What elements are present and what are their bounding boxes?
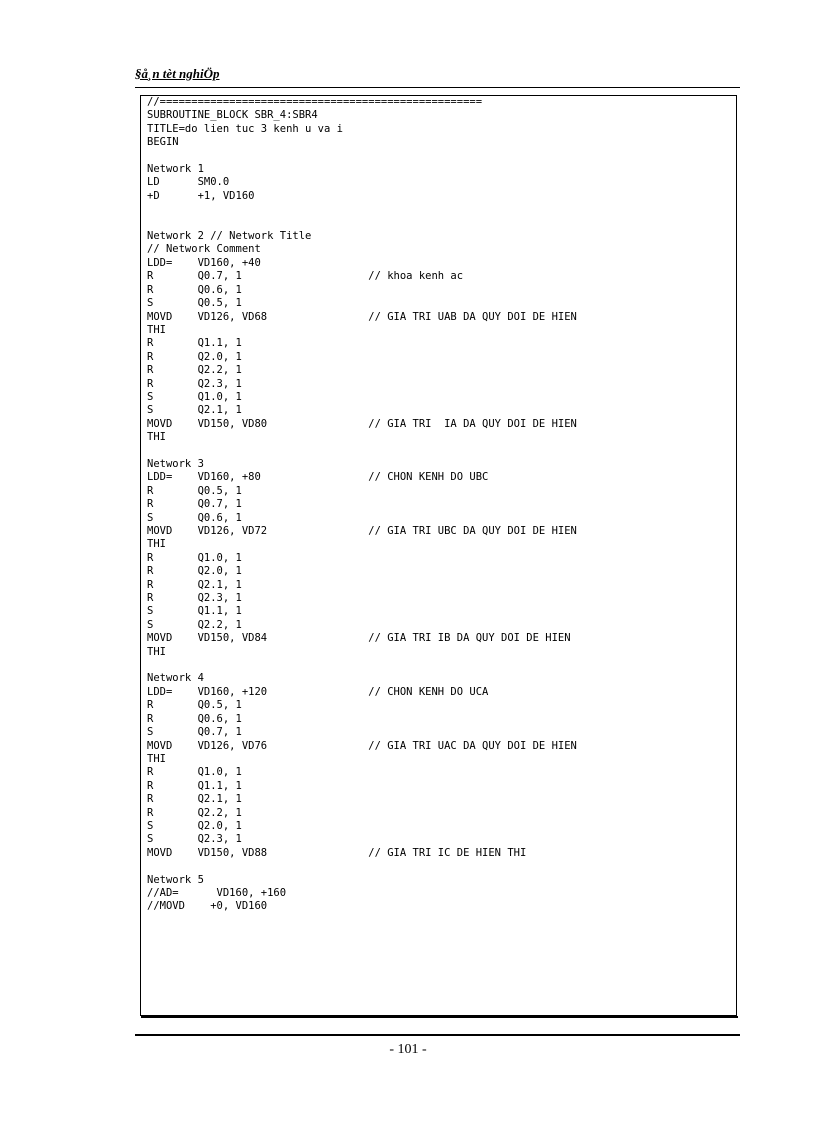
code-line: R Q2.2, 1 bbox=[147, 364, 242, 377]
code-line: R Q0.5, 1 bbox=[147, 484, 242, 497]
code-line: MOVD VD150, VD84 // GIA TRI IB DA QUY DOI DE HIEN bbox=[147, 632, 571, 645]
page-header-title: §å¸n tèt nghiÖp bbox=[135, 66, 220, 81]
header-divider bbox=[135, 87, 740, 88]
code-line: MOVD VD150, VD80 // GIA TRI IA DA QUY DOI DE HIEN bbox=[147, 417, 577, 430]
code-line: LD SM0.0 bbox=[147, 176, 230, 189]
code-line: MOVD VD126, VD72 // GIA TRI UBC DA QUY DOI DE HIEN bbox=[147, 525, 577, 537]
code-box-bottom-border bbox=[141, 1016, 738, 1018]
code-line: S Q1.0, 1 bbox=[147, 390, 242, 403]
code-line: Network 3 bbox=[147, 457, 204, 470]
code-line: MOVD VD126, VD76 // GIA TRI UAC DA QUY DOI DE HIEN bbox=[147, 739, 577, 752]
code-line: +D +1, VD160 bbox=[147, 189, 255, 202]
code-line: THI bbox=[147, 323, 166, 336]
code-line: R Q0.5, 1 bbox=[147, 699, 242, 712]
code-line: TITLE=do lien tuc 3 kenh u va i bbox=[147, 122, 343, 135]
code-line: R Q0.7, 1 bbox=[147, 498, 242, 511]
code-line: SUBROUTINE_BLOCK SBR_4:SBR4 bbox=[147, 109, 318, 122]
code-line: R Q2.3, 1 bbox=[147, 377, 242, 390]
code-line: R Q0.6, 1 bbox=[147, 283, 242, 296]
code-listing-box bbox=[140, 95, 737, 1016]
code-line: S Q2.3, 1 bbox=[147, 833, 242, 846]
code-line: S Q1.1, 1 bbox=[147, 605, 242, 618]
code-line: R Q2.0, 1 bbox=[147, 565, 242, 578]
code-line: R Q1.1, 1 bbox=[147, 779, 242, 792]
code-line: THI bbox=[147, 645, 166, 658]
code-line: BEGIN bbox=[147, 136, 179, 149]
code-listing bbox=[147, 96, 577, 914]
code-line: R Q2.3, 1 bbox=[147, 592, 242, 605]
code-line: Network 1 bbox=[147, 163, 204, 176]
code-line: R Q1.0, 1 bbox=[147, 766, 242, 779]
code-line: R Q0.6, 1 bbox=[147, 712, 242, 725]
code-line: LDD= VD160, +120 // CHON KENH DO UCA bbox=[147, 685, 489, 698]
code-line: S Q2.1, 1 bbox=[147, 404, 242, 417]
code-line: THI bbox=[147, 538, 166, 551]
code-line: LDD= VD160, +40 bbox=[147, 256, 261, 269]
footer-divider bbox=[135, 1034, 740, 1036]
code-line: R Q2.2, 1 bbox=[147, 806, 242, 819]
code-line: //=================================================== bbox=[147, 96, 483, 108]
code-line: R Q1.1, 1 bbox=[147, 337, 242, 350]
code-line: Network 4 bbox=[147, 672, 204, 685]
code-line: Network 5 bbox=[147, 873, 204, 886]
code-line: LDD= VD160, +80 // CHON KENH DO UBC bbox=[147, 471, 489, 484]
code-line: Network 2 // Network Title bbox=[147, 230, 312, 243]
code-line: //MOVD +0, VD160 bbox=[147, 900, 268, 913]
code-line: R Q2.0, 1 bbox=[147, 350, 242, 363]
code-line: R Q1.0, 1 bbox=[147, 551, 242, 564]
code-line: S Q0.6, 1 bbox=[147, 511, 242, 524]
code-line: R Q2.1, 1 bbox=[147, 578, 242, 591]
code-line: MOVD VD126, VD68 // GIA TRI UAB DA QUY DOI DE HIEN bbox=[147, 310, 577, 323]
code-line: S Q2.0, 1 bbox=[147, 819, 242, 832]
code-line: R Q0.7, 1 // khoa kenh ac bbox=[147, 270, 464, 283]
code-line: R Q2.1, 1 bbox=[147, 793, 242, 806]
code-line: THI bbox=[147, 431, 166, 444]
page-number: - 101 - bbox=[389, 1042, 427, 1057]
code-line: S Q0.5, 1 bbox=[147, 297, 242, 310]
code-line: // Network Comment bbox=[147, 243, 261, 256]
code-line: THI bbox=[147, 752, 166, 765]
code-line: //AD= VD160, +160 bbox=[147, 886, 287, 899]
code-line: MOVD VD150, VD88 // GIA TRI IC DE HIEN THI bbox=[147, 846, 527, 859]
code-line: S Q0.7, 1 bbox=[147, 726, 242, 739]
code-line: S Q2.2, 1 bbox=[147, 618, 242, 631]
